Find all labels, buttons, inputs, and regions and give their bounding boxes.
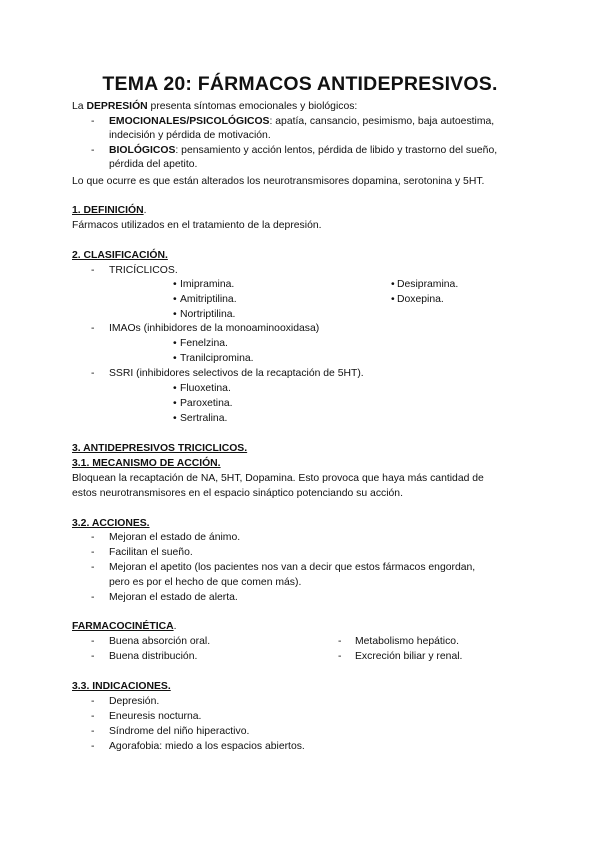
- intro-item-label: BIOLÓGICOS: [109, 145, 176, 156]
- dash-marker: -: [91, 265, 95, 276]
- list-item: Síndrome del niño hiperactivo.: [109, 726, 250, 737]
- drug-item: Amitriptilina.: [180, 294, 237, 305]
- subsection-heading-acciones: 3.2. ACCIONES.: [72, 518, 150, 529]
- dash-marker: -: [91, 651, 95, 662]
- bullet-marker: •: [391, 279, 395, 290]
- section-heading-triciclicos: 3. ANTIDEPRESIVOS TRICICLICOS.: [72, 443, 248, 454]
- dash-marker: -: [91, 636, 95, 647]
- dash-marker: -: [91, 547, 95, 558]
- dash-marker: -: [338, 636, 342, 647]
- list-item: Depresión.: [109, 696, 160, 707]
- paragraph-line: Bloquean la recaptación de NA, 5HT, Dopamina. Esto provoca que haya más cantidad de: [72, 473, 484, 484]
- drug-item: Fluoxetina.: [180, 383, 231, 394]
- intro-keyword: DEPRESIÓN: [86, 101, 148, 112]
- list-item: Mejoran el estado de ánimo.: [109, 532, 241, 543]
- dash-marker: -: [338, 651, 342, 662]
- bullet-marker: •: [173, 309, 177, 320]
- heading-text: 1. DEFINICIÓN: [72, 205, 144, 216]
- dash-marker: -: [91, 368, 95, 379]
- dash-marker: -: [91, 532, 95, 543]
- dash-marker: -: [91, 116, 95, 127]
- list-item: Eneuresis nocturna.: [109, 711, 202, 722]
- list-item-continuation: pero es por el hecho de que comen más).: [109, 577, 302, 588]
- bullet-marker: •: [391, 294, 395, 305]
- list-item: Mejoran el estado de alerta.: [109, 592, 238, 603]
- drug-item: Imipramina.: [180, 279, 235, 290]
- group-name-ssri: SSRI (inhibidores selectivos de la recaptación de 5HT).: [109, 368, 364, 379]
- paragraph-line: estos neurotransmisores en el espacio sináptico potenciando su acción.: [72, 488, 403, 499]
- drug-item: Doxepina.: [397, 294, 444, 305]
- section-heading-clasificacion: 2. CLASIFICACIÓN.: [72, 250, 168, 261]
- subsection-heading-farmacocinetica: [72, 620, 176, 634]
- intro-item-text: : pensamiento y acción lentos, pérdida de libido y trastorno del sueño,: [175, 145, 498, 156]
- list-item: Facilitan el sueño.: [109, 547, 193, 558]
- dash-marker: -: [91, 145, 95, 156]
- drug-item: Sertralina.: [180, 413, 228, 424]
- intro-closing: Lo que ocurre es que están alterados los neurotransmisores dopamina, serotonina y 5HT.: [72, 176, 485, 187]
- dash-marker: -: [91, 323, 95, 334]
- heading-dot: .: [143, 205, 147, 216]
- list-item: Mejoran el apetito (los pacientes nos van a decir que estos fármacos engordan,: [109, 562, 476, 573]
- bullet-marker: •: [173, 413, 177, 424]
- subsection-heading-indicaciones: 3.3. INDICACIONES.: [72, 681, 171, 692]
- bullet-marker: •: [173, 279, 177, 290]
- heading-dot: .: [173, 621, 177, 632]
- drug-item: Desipramina.: [397, 279, 459, 290]
- list-item: Buena distribución.: [109, 651, 198, 662]
- intro-item-label: EMOCIONALES/PSICOLÓGICOS: [109, 116, 270, 127]
- drug-item: Paroxetina.: [180, 398, 233, 409]
- intro-item-continuation: indecisión y pérdida de motivación.: [109, 130, 271, 141]
- bullet-marker: •: [173, 338, 177, 349]
- subsection-heading-mecanismo: 3.1. MECANISMO DE ACCIÓN.: [72, 458, 221, 469]
- bullet-marker: •: [173, 398, 177, 409]
- intro-item-emocionales: [109, 115, 494, 129]
- definicion-text: Fármacos utilizados en el tratamiento de la depresión.: [72, 220, 322, 231]
- bullet-marker: •: [173, 353, 177, 364]
- drug-item: Tranilcipromina.: [180, 353, 254, 364]
- heading-text: FARMACOCINÉTICA: [72, 621, 174, 632]
- drug-item: Fenelzina.: [180, 338, 228, 349]
- dash-marker: -: [91, 592, 95, 603]
- list-item: Metabolismo hepático.: [355, 636, 459, 647]
- dash-marker: -: [91, 741, 95, 752]
- intro-item-text: : apatía, cansancio, pesimismo, baja autoestima,: [269, 116, 495, 127]
- intro-prefix: La: [72, 101, 87, 112]
- intro-suffix: presenta síntomas emocionales y biológicos:: [147, 101, 358, 112]
- intro-item-biologicos: [109, 144, 497, 158]
- group-name-triciclicos: TRICÍCLICOS.: [109, 265, 178, 276]
- list-item: Excreción biliar y renal.: [355, 651, 463, 662]
- bullet-marker: •: [173, 294, 177, 305]
- intro-item-continuation: pérdida del apetito.: [109, 159, 198, 170]
- list-item: Agorafobia: miedo a los espacios abiertos.: [109, 741, 305, 752]
- dash-marker: -: [91, 711, 95, 722]
- drug-item: Nortriptilina.: [180, 309, 236, 320]
- page-title: TEMA 20: FÁRMACOS ANTIDEPRESIVOS.: [102, 73, 498, 95]
- section-heading-definicion: [72, 204, 146, 218]
- group-name-imaos: IMAOs (inhibidores de la monoaminooxidasa): [109, 323, 320, 334]
- intro-line: [72, 100, 357, 114]
- dash-marker: -: [91, 562, 95, 573]
- dash-marker: -: [91, 726, 95, 737]
- dash-marker: -: [91, 696, 95, 707]
- list-item: Buena absorción oral.: [109, 636, 211, 647]
- bullet-marker: •: [173, 383, 177, 394]
